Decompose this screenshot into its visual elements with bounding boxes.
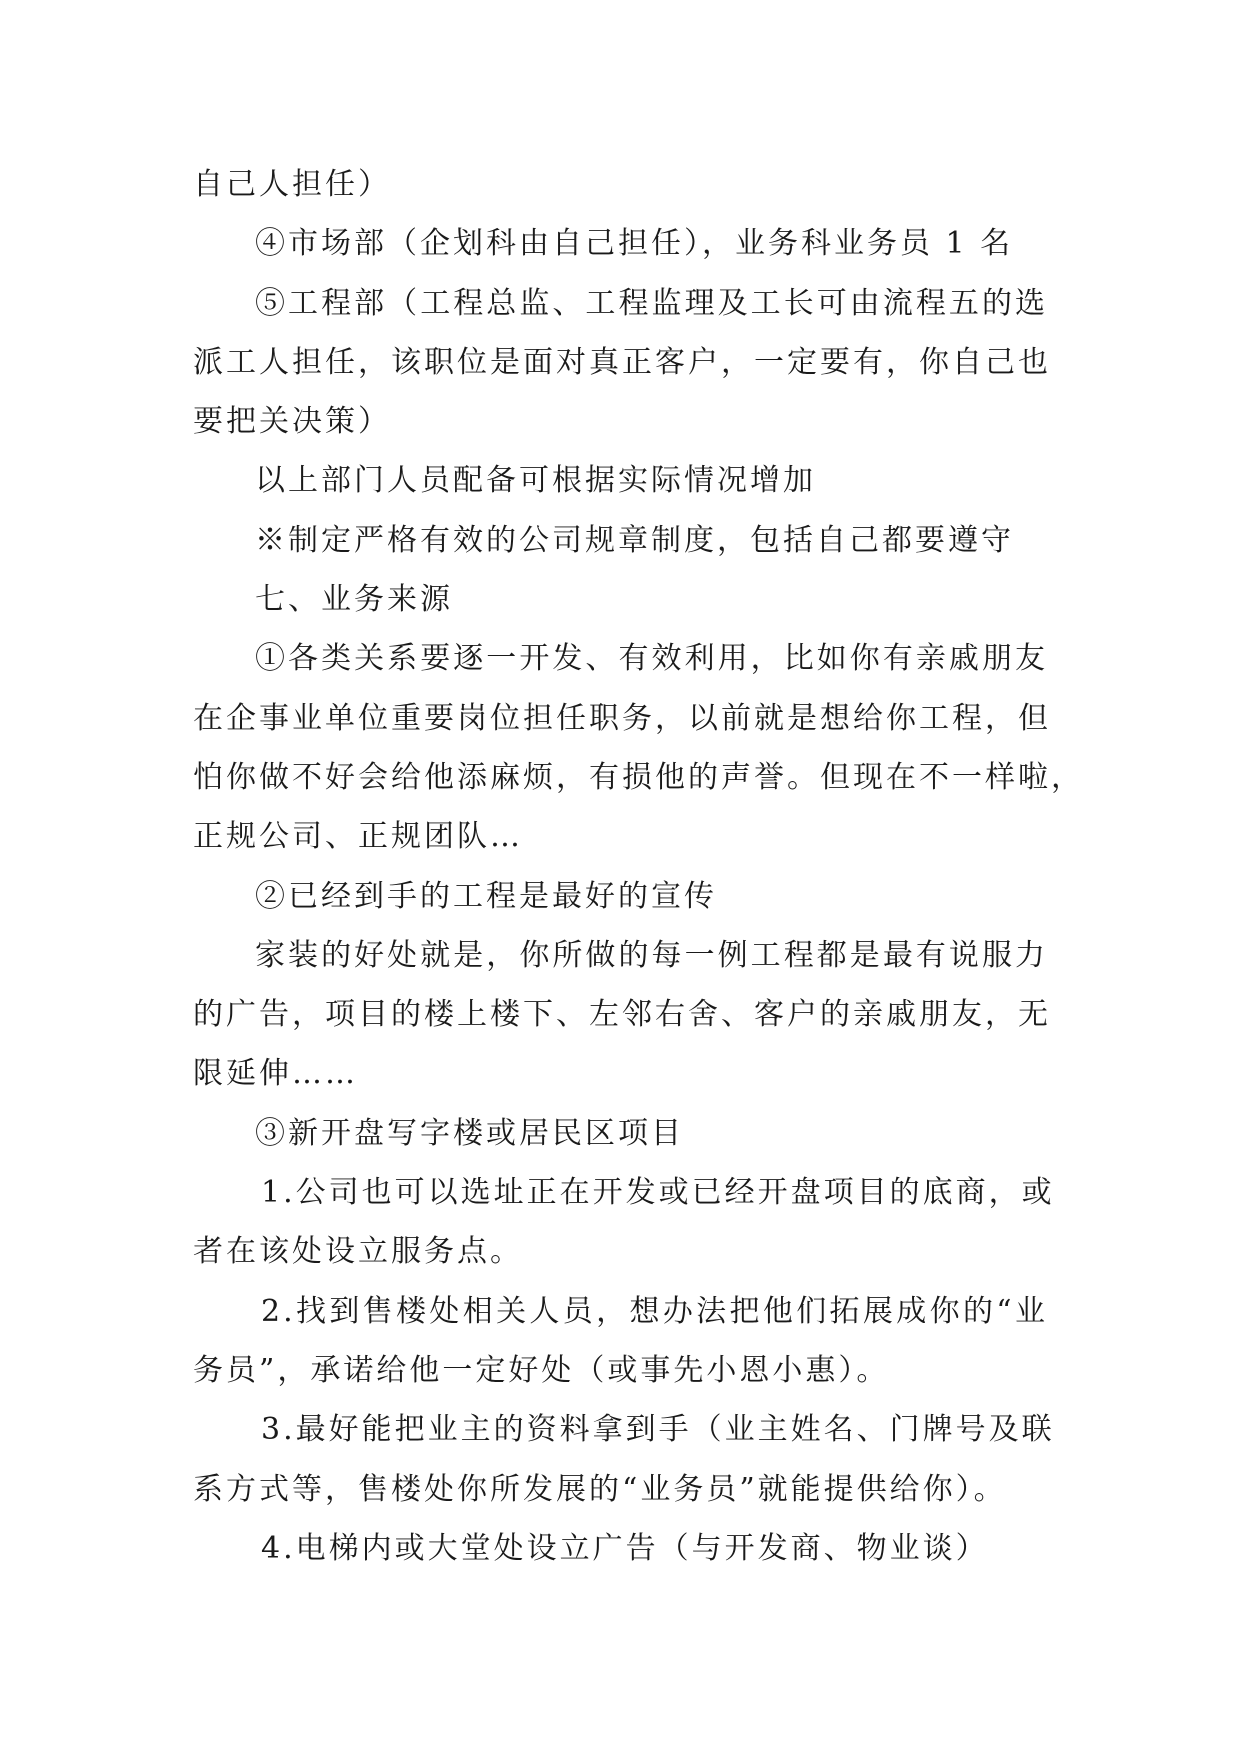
text-line: 务员”，承诺给他一定好处（或事先小恩小惠）。	[193, 1352, 890, 1388]
text-line: 系方式等，售楼处你所发展的“业务员”就能提供给你）。	[193, 1471, 1007, 1507]
text-line: 者在该处设立服务点。	[193, 1234, 523, 1270]
text-line: 1.公司也可以选址正在开发或已经开盘项目的底商，或	[261, 1175, 1055, 1211]
text-line: 要把关决策）	[193, 404, 391, 440]
text-line: ※制定严格有效的公司规章制度，包括自己都要遵守	[255, 522, 1014, 558]
text-line: 在企事业单位重要岗位担任职务，以前就是想给你工程，但	[193, 700, 1051, 736]
text-line: 4.电梯内或大堂处设立广告（与开发商、物业谈）	[261, 1530, 989, 1566]
section-heading: 七、业务来源	[255, 582, 453, 618]
text-line: 3.最好能把业主的资料拿到手（业主姓名、门牌号及联	[261, 1412, 1055, 1448]
text-line: ②已经到手的工程是最好的宣传	[255, 878, 717, 914]
text-line: 以上部门人员配备可根据实际情况增加	[255, 463, 816, 499]
text-line: 怕你做不好会给他添麻烦，有损他的声誉。但现在不一样啦，	[193, 759, 1084, 795]
text-line: 家装的好处就是，你所做的每一例工程都是最有说服力	[255, 937, 1048, 973]
text-line: ④市场部（企划科由自己担任），业务科业务员 1 名	[255, 226, 1014, 262]
text-line: 派工人担任，该职位是面对真正客户，一定要有，你自己也	[193, 344, 1051, 380]
text-line: 的广告，项目的楼上楼下、左邻右舍、客户的亲戚朋友，无	[193, 997, 1051, 1033]
text-line: ⑤工程部（工程总监、工程监理及工长可由流程五的选	[255, 285, 1048, 321]
document-body	[193, 155, 1084, 1578]
text-line: ③新开盘写字楼或居民区项目	[255, 1115, 684, 1151]
text-line: 2.找到售楼处相关人员，想办法把他们拓展成你的“业	[261, 1293, 1048, 1329]
text-line: ①各类关系要逐一开发、有效利用，比如你有亲戚朋友	[255, 641, 1048, 677]
text-line: 正规公司、正规团队…	[193, 819, 523, 855]
text-line: 自己人担任）	[193, 167, 391, 202]
text-line: 限延伸……	[193, 1056, 358, 1092]
